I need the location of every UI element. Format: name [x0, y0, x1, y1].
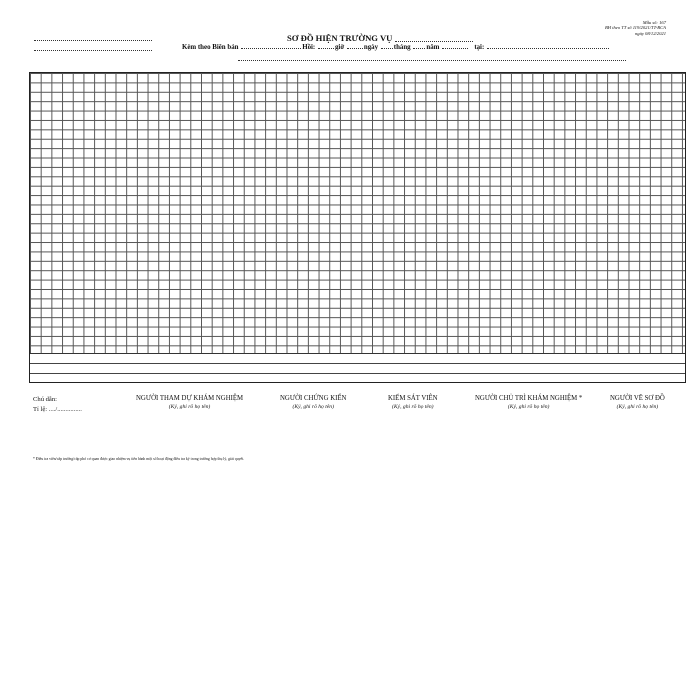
place-blank	[487, 48, 609, 49]
signature-role: NGƯỜI CHỦ TRÌ KHÁM NGHIỆM *	[475, 395, 583, 402]
sketch-notes-lines[interactable]	[30, 354, 685, 382]
org-line-1	[34, 40, 152, 41]
year-blank	[442, 48, 468, 49]
scale-value: ..../...............	[48, 406, 82, 413]
month-label: tháng	[393, 44, 411, 51]
signature-hint: (Ký, ghi rõ họ tên)	[292, 404, 334, 410]
attached-prefix: Kèm theo Biên bản	[182, 44, 239, 51]
record-blank	[241, 48, 301, 49]
legend-scale	[33, 405, 82, 415]
year-label: năm	[426, 44, 440, 51]
footnote: * Điều tra viên/cấp trưởng/cấp phó cơ quan được giao nhiệm vụ tiến hành một số hoạt động điều tra ký trong trường hợp thụ lý, giải quyết.	[33, 457, 245, 461]
signature-drawer	[610, 395, 665, 410]
title-blank	[395, 41, 473, 42]
form-code	[605, 20, 666, 36]
hour-blank	[318, 48, 334, 49]
org-line-2	[34, 50, 152, 51]
legend	[33, 395, 82, 415]
signature-witness	[280, 395, 346, 410]
month-blank	[413, 48, 425, 49]
day-label: ngày	[363, 44, 379, 51]
form-code-date: ngày 08/12/2021	[634, 30, 666, 36]
signature-role: NGƯỜI THAM DỰ KHÁM NGHIỆM	[136, 395, 244, 402]
time-label: Hồi:	[302, 44, 316, 51]
hour-label: giờ	[334, 44, 345, 51]
at-label: tại:	[474, 44, 485, 51]
signature-role: NGƯỜI VẼ SƠ ĐỒ	[610, 395, 665, 402]
title-text: SƠ ĐỒ HIỆN TRƯỜNG VỤ	[287, 33, 393, 43]
signature-role: NGƯỜI CHỨNG KIẾN	[280, 395, 347, 402]
place-continuation-line	[238, 60, 626, 61]
page-title	[287, 33, 473, 43]
sketch-grid-frame	[29, 72, 686, 383]
form-code-number: Mẫu số: 167	[642, 20, 666, 25]
signature-participant	[136, 395, 243, 410]
scale-label: Tỉ lệ:	[33, 406, 48, 413]
sketch-grid[interactable]	[30, 73, 685, 354]
attached-record-line	[182, 44, 610, 51]
signature-hint: (Ký, ghi rõ họ tên)	[507, 404, 550, 410]
legend-note: Chú dẫn:	[33, 396, 57, 403]
signature-hint: (Ký, ghi rõ họ tên)	[392, 404, 434, 410]
signature-role: KIỂM SÁT VIÊN	[388, 395, 438, 402]
signature-prosecutor	[388, 395, 438, 410]
signature-hint: (Ký, ghi rõ họ tên)	[616, 404, 659, 410]
form-code-circular: BH theo TT số 119/2021/TT-BCA	[604, 25, 666, 31]
day-blank	[381, 48, 393, 49]
signature-chief-examiner	[475, 395, 582, 410]
minute-blank	[347, 48, 363, 49]
signature-hint: (Ký, ghi rõ họ tên)	[168, 404, 211, 410]
